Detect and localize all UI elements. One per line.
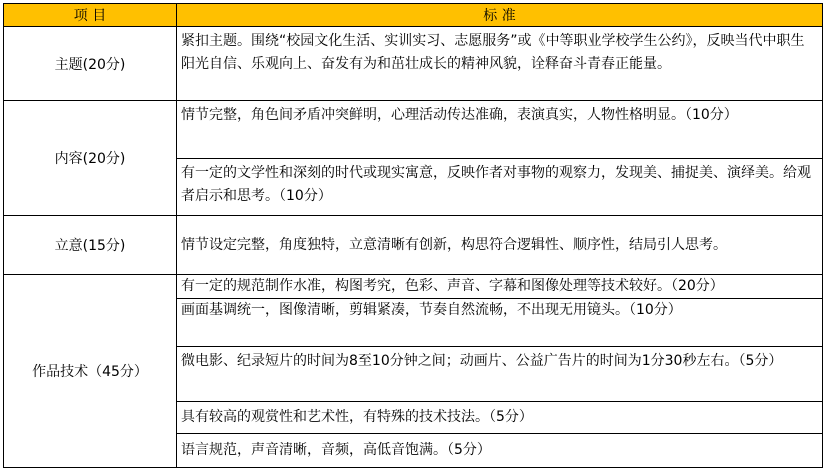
category-intent: 立意(15分) — [4, 216, 177, 275]
criterion-tech-1: 有一定的规范制作水准，构图考究，色彩、声音、字幕和图像处理等技术较好。（20分） — [177, 275, 823, 299]
category-technique: 作品技术（45分） — [4, 275, 177, 468]
table-row-theme — [4, 27, 823, 101]
criterion-tech-4: 具有较高的观赏性和艺术性，有特殊的技术技法。（5分） — [177, 402, 823, 434]
table-row-tech-1 — [4, 275, 823, 299]
criterion-tech-5: 语言规范，声音清晰，音频，高低音饱满。（5分） — [177, 434, 823, 468]
header-standard: 标 准 — [177, 4, 823, 27]
criterion-tech-2: 画面基调统一，图像清晰，剪辑紧凑，节奏自然流畅，不出现无用镜头。（10分） — [177, 299, 823, 347]
criterion-theme-1: 紧扣主题。围绕“校园文化生活、实训实习、志愿服务”或《中等职业学校学生公约》，反映当代中职生阳光自信、乐观向上、奋发有为和茁壮成长的精神风貌，诠释奋斗青春正能量。 — [177, 27, 823, 101]
criterion-content-2: 有一定的文学性和深刻的时代或现实寓意，反映作者对事物的观察力，发现美、捕捉美、演绎美。给观者启示和思考。（10分） — [177, 159, 823, 216]
category-content: 内容(20分) — [4, 101, 177, 216]
criterion-tech-3: 微电影、纪录短片的时间为8至10分钟之间；动画片、公益广告片的时间为1分30秒左右。（5分） — [177, 347, 823, 402]
header-item: 项 目 — [4, 4, 177, 27]
table-row-content-1 — [4, 101, 823, 159]
criterion-intent-1: 情节设定完整，角度独特，立意清晰有创新，构思符合逻辑性、顺序性，结局引人思考。 — [177, 216, 823, 275]
criterion-content-1: 情节完整，角色间矛盾冲突鲜明，心理活动传达准确，表演真实，人物性格明显。（10分） — [177, 101, 823, 159]
category-theme: 主题(20分) — [4, 27, 177, 101]
table-row-intent — [4, 216, 823, 275]
header-row — [4, 4, 823, 27]
scoring-criteria-table — [3, 3, 823, 468]
